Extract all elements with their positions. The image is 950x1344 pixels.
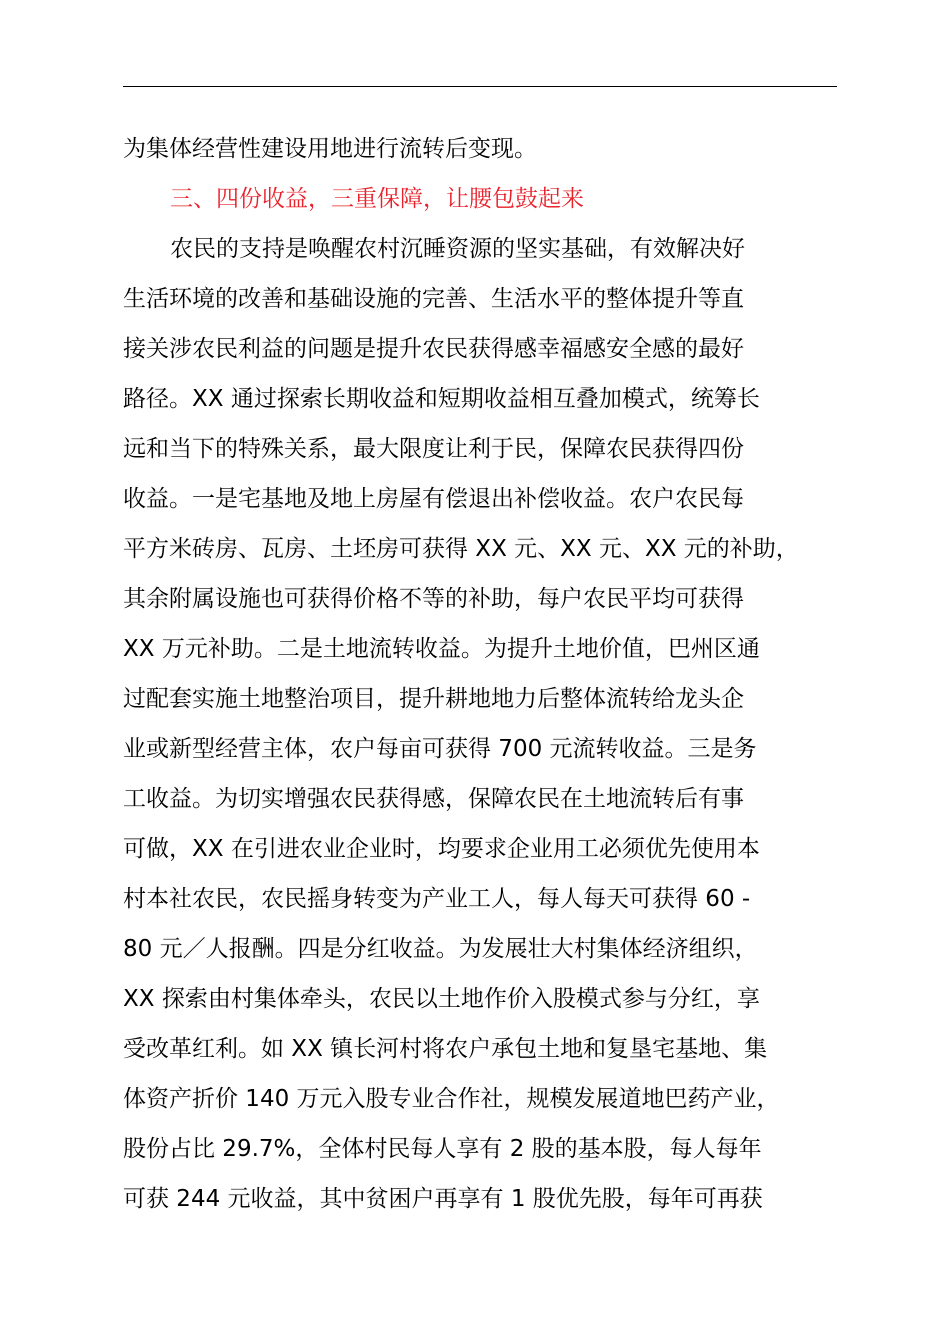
- text-line-5: 接关涉农民利益的问题是提升农民获得感幸福感安全感的最好: [123, 336, 744, 362]
- text-line-15: 可做，XX 在引进农业企业时，均要求企业用工必须优先使用本: [123, 836, 760, 862]
- text-line-18: XX 探索由村集体牵头，农民以土地作价入股模式参与分红，享: [123, 986, 760, 1012]
- text-line-1: 为集体经营性建设用地进行流转后变现。: [123, 136, 537, 162]
- section-heading: 三、四份收益，三重保障，让腰包鼓起来: [170, 186, 584, 212]
- header-rule: [123, 86, 837, 87]
- text-line-20: 体资产折价 140 万元入股专业合作社，规模发展道地巴药产业，: [123, 1086, 780, 1112]
- text-line-16: 村本社农民，农民摇身转变为产业工人，每人每天可获得 60 -: [123, 886, 751, 912]
- text-line-13: 业或新型经营主体，农户每亩可获得 700 元流转收益。三是务: [123, 736, 757, 762]
- text-line-14: 工收益。为切实增强农民获得感，保障农民在土地流转后有事: [123, 786, 744, 812]
- text-line-19: 受改革红利。如 XX 镇长河村将农户承包土地和复垦宅基地、集: [123, 1036, 768, 1062]
- text-line-4: 生活环境的改善和基础设施的完善、生活水平的整体提升等直: [123, 286, 744, 312]
- text-line-17: 80 元／人报酬。四是分红收益。为发展壮大村集体经济组织，: [123, 936, 758, 962]
- text-line-10: 其余附属设施也可获得价格不等的补助，每户农民平均可获得: [123, 586, 744, 612]
- text-line-21: 股份占比 29.7%，全体村民每人享有 2 股的基本股，每人每年: [123, 1136, 762, 1162]
- text-line-8: 收益。一是宅基地及地上房屋有偿退出补偿收益。农户农民每: [123, 486, 744, 512]
- paragraph-first-line: 农民的支持是唤醒农村沉睡资源的坚实基础，有效解决好: [170, 236, 745, 262]
- text-line-6: 路径。XX 通过探索长期收益和短期收益相互叠加模式，统筹长: [123, 386, 760, 412]
- text-line-9: 平方米砖房、瓦房、土坯房可获得 XX 元、XX 元、XX 元的补助，: [123, 536, 799, 562]
- text-line-22: 可获 244 元收益，其中贫困户再享有 1 股优先股，每年可再获: [123, 1186, 763, 1212]
- text-line-11: XX 万元补助。二是土地流转收益。为提升土地价值，巴州区通: [123, 636, 760, 662]
- text-line-12: 过配套实施土地整治项目，提升耕地地力后整体流转给龙头企: [123, 686, 744, 712]
- text-line-7: 远和当下的特殊关系，最大限度让利于民，保障农民获得四份: [123, 436, 744, 462]
